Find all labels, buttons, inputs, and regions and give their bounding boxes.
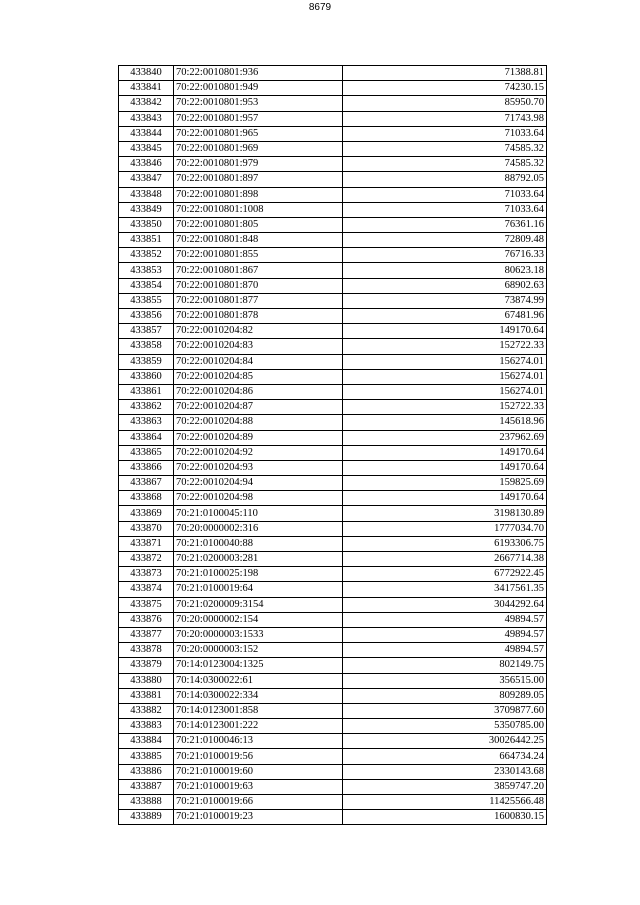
row-id-cell: 433850 (119, 217, 174, 232)
table-row (119, 673, 547, 688)
cadastral-number-cell: 70:21:0200003:281 (174, 552, 343, 567)
cadastral-number-cell: 70:22:0010204:92 (174, 445, 343, 460)
cadastral-number-cell: 70:22:0010801:867 (174, 263, 343, 278)
table-row (119, 703, 547, 718)
row-id-cell: 433855 (119, 293, 174, 308)
cadastral-number-cell: 70:22:0010204:88 (174, 415, 343, 430)
value-cell: 156274.01 (343, 384, 547, 399)
table-row (119, 734, 547, 749)
cadastral-number-cell: 70:21:0100019:66 (174, 795, 343, 810)
table-row (119, 202, 547, 217)
value-cell: 149170.64 (343, 445, 547, 460)
table-row (119, 339, 547, 354)
table-row (119, 688, 547, 703)
cadastral-number-cell: 70:22:0010801:936 (174, 66, 343, 81)
value-cell: 74585.32 (343, 141, 547, 156)
table-row (119, 612, 547, 627)
value-cell: 356515.00 (343, 673, 547, 688)
value-cell: 67481.96 (343, 309, 547, 324)
value-cell: 71033.64 (343, 187, 547, 202)
value-cell: 85950.70 (343, 96, 547, 111)
row-id-cell: 433853 (119, 263, 174, 278)
row-id-cell: 433866 (119, 460, 174, 475)
cadastral-number-cell: 70:22:0010801:953 (174, 96, 343, 111)
value-cell: 2330143.68 (343, 764, 547, 779)
cadastral-number-cell: 70:20:0000002:316 (174, 521, 343, 536)
row-id-cell: 433856 (119, 309, 174, 324)
value-cell: 145618.96 (343, 415, 547, 430)
cadastral-number-cell: 70:14:0300022:61 (174, 673, 343, 688)
row-id-cell: 433875 (119, 597, 174, 612)
table-row (119, 126, 547, 141)
value-cell: 72809.48 (343, 233, 547, 248)
row-id-cell: 433872 (119, 552, 174, 567)
value-cell: 11425566.48 (343, 795, 547, 810)
cadastral-number-cell: 70:21:0100025:198 (174, 567, 343, 582)
row-id-cell: 433844 (119, 126, 174, 141)
row-id-cell: 433888 (119, 795, 174, 810)
cadastral-number-cell: 70:22:0010801:878 (174, 309, 343, 324)
value-cell: 664734.24 (343, 749, 547, 764)
row-id-cell: 433884 (119, 734, 174, 749)
table-row (119, 81, 547, 96)
row-id-cell: 433863 (119, 415, 174, 430)
row-id-cell: 433882 (119, 703, 174, 718)
cadastral-number-cell: 70:22:0010204:94 (174, 476, 343, 491)
table-row (119, 217, 547, 232)
value-cell: 74230.15 (343, 81, 547, 96)
cadastral-number-cell: 70:20:0000002:154 (174, 612, 343, 627)
table-row (119, 521, 547, 536)
cadastral-number-cell: 70:22:0010204:85 (174, 369, 343, 384)
row-id-cell: 433877 (119, 627, 174, 642)
row-id-cell: 433879 (119, 658, 174, 673)
row-id-cell: 433869 (119, 506, 174, 521)
value-cell: 809289.05 (343, 688, 547, 703)
cadastral-number-cell: 70:20:0000003:152 (174, 643, 343, 658)
cadastral-number-cell: 70:22:0010204:82 (174, 324, 343, 339)
value-cell: 152722.33 (343, 400, 547, 415)
table-row (119, 627, 547, 642)
cadastral-number-cell: 70:22:0010801:805 (174, 217, 343, 232)
cadastral-number-cell: 70:22:0010204:93 (174, 460, 343, 475)
value-cell: 5350785.00 (343, 719, 547, 734)
value-cell: 149170.64 (343, 491, 547, 506)
row-id-cell: 433887 (119, 779, 174, 794)
cadastral-number-cell: 70:22:0010204:84 (174, 354, 343, 369)
row-id-cell: 433876 (119, 612, 174, 627)
table-row (119, 233, 547, 248)
cadastral-number-cell: 70:22:0010801:898 (174, 187, 343, 202)
table-row (119, 263, 547, 278)
table-row (119, 658, 547, 673)
row-id-cell: 433849 (119, 202, 174, 217)
value-cell: 80623.18 (343, 263, 547, 278)
value-cell: 237962.69 (343, 430, 547, 445)
cadastral-number-cell: 70:22:0010204:87 (174, 400, 343, 415)
value-cell: 6193306.75 (343, 536, 547, 551)
row-id-cell: 433842 (119, 96, 174, 111)
table-row (119, 187, 547, 202)
cadastral-number-cell: 70:14:0123001:222 (174, 719, 343, 734)
table-row (119, 597, 547, 612)
row-id-cell: 433885 (119, 749, 174, 764)
cadastral-number-cell: 70:22:0010801:965 (174, 126, 343, 141)
table-row (119, 400, 547, 415)
value-cell: 73874.99 (343, 293, 547, 308)
row-id-cell: 433851 (119, 233, 174, 248)
table-row (119, 643, 547, 658)
value-cell: 74585.32 (343, 157, 547, 172)
value-cell: 3198130.89 (343, 506, 547, 521)
value-cell: 49894.57 (343, 612, 547, 627)
value-cell: 49894.57 (343, 643, 547, 658)
value-cell: 71743.98 (343, 111, 547, 126)
cadastral-number-cell: 70:22:0010801:1008 (174, 202, 343, 217)
row-id-cell: 433862 (119, 400, 174, 415)
value-cell: 802149.75 (343, 658, 547, 673)
cadastral-value-table (118, 65, 547, 825)
cadastral-number-cell: 70:21:0100040:88 (174, 536, 343, 551)
table-row (119, 415, 547, 430)
row-id-cell: 433858 (119, 339, 174, 354)
table-row (119, 141, 547, 156)
value-cell: 30026442.25 (343, 734, 547, 749)
value-cell: 156274.01 (343, 369, 547, 384)
value-cell: 159825.69 (343, 476, 547, 491)
table-row (119, 157, 547, 172)
table-row (119, 309, 547, 324)
table-row (119, 567, 547, 582)
value-cell: 71388.81 (343, 66, 547, 81)
cadastral-number-cell: 70:21:0200009:3154 (174, 597, 343, 612)
cadastral-number-cell: 70:22:0010204:83 (174, 339, 343, 354)
value-cell: 68902.63 (343, 278, 547, 293)
table-body (119, 66, 547, 825)
table-row (119, 764, 547, 779)
cadastral-number-cell: 70:14:0123001:858 (174, 703, 343, 718)
table-row (119, 795, 547, 810)
table-row (119, 445, 547, 460)
table-row (119, 719, 547, 734)
cadastral-number-cell: 70:22:0010801:877 (174, 293, 343, 308)
table-row (119, 460, 547, 475)
value-cell: 3417561.35 (343, 582, 547, 597)
page-number: 8679 (308, 2, 332, 13)
table-row (119, 172, 547, 187)
cadastral-number-cell: 70:22:0010801:957 (174, 111, 343, 126)
table-row (119, 749, 547, 764)
table-row (119, 491, 547, 506)
cadastral-number-cell: 70:22:0010204:86 (174, 384, 343, 399)
value-cell: 6772922.45 (343, 567, 547, 582)
row-id-cell: 433847 (119, 172, 174, 187)
value-cell: 71033.64 (343, 202, 547, 217)
value-cell: 3044292.64 (343, 597, 547, 612)
value-cell: 88792.05 (343, 172, 547, 187)
row-id-cell: 433870 (119, 521, 174, 536)
row-id-cell: 433861 (119, 384, 174, 399)
value-cell: 2667714.38 (343, 552, 547, 567)
value-cell: 1600830.15 (343, 810, 547, 825)
cadastral-number-cell: 70:22:0010801:897 (174, 172, 343, 187)
cadastral-number-cell: 70:21:0100019:23 (174, 810, 343, 825)
value-cell: 3709877.60 (343, 703, 547, 718)
row-id-cell: 433860 (119, 369, 174, 384)
value-cell: 152722.33 (343, 339, 547, 354)
cadastral-number-cell: 70:21:0100019:64 (174, 582, 343, 597)
cadastral-number-cell: 70:22:0010801:949 (174, 81, 343, 96)
table-row (119, 66, 547, 81)
row-id-cell: 433889 (119, 810, 174, 825)
table-row (119, 354, 547, 369)
cadastral-number-cell: 70:22:0010801:870 (174, 278, 343, 293)
table-row (119, 384, 547, 399)
row-id-cell: 433857 (119, 324, 174, 339)
cadastral-number-cell: 70:14:0123004:1325 (174, 658, 343, 673)
table-row (119, 324, 547, 339)
value-cell: 3859747.20 (343, 779, 547, 794)
cadastral-number-cell: 70:21:0100045:110 (174, 506, 343, 521)
cadastral-number-cell: 70:22:0010801:848 (174, 233, 343, 248)
cadastral-number-cell: 70:20:0000003:1533 (174, 627, 343, 642)
cadastral-number-cell: 70:22:0010801:969 (174, 141, 343, 156)
cadastral-number-cell: 70:22:0010204:89 (174, 430, 343, 445)
value-cell: 76716.33 (343, 248, 547, 263)
table-row (119, 248, 547, 263)
table-row (119, 278, 547, 293)
row-id-cell: 433878 (119, 643, 174, 658)
row-id-cell: 433865 (119, 445, 174, 460)
row-id-cell: 433871 (119, 536, 174, 551)
table-row (119, 582, 547, 597)
row-id-cell: 433848 (119, 187, 174, 202)
row-id-cell: 433883 (119, 719, 174, 734)
table-row (119, 111, 547, 126)
table-row (119, 536, 547, 551)
cadastral-number-cell: 70:21:0100019:63 (174, 779, 343, 794)
row-id-cell: 433874 (119, 582, 174, 597)
row-id-cell: 433843 (119, 111, 174, 126)
table-row (119, 96, 547, 111)
table-row (119, 369, 547, 384)
row-id-cell: 433880 (119, 673, 174, 688)
cadastral-number-cell: 70:14:0300022:334 (174, 688, 343, 703)
row-id-cell: 433841 (119, 81, 174, 96)
row-id-cell: 433840 (119, 66, 174, 81)
value-cell: 149170.64 (343, 324, 547, 339)
table-row (119, 430, 547, 445)
table-row (119, 552, 547, 567)
cadastral-number-cell: 70:21:0100046:13 (174, 734, 343, 749)
row-id-cell: 433854 (119, 278, 174, 293)
row-id-cell: 433873 (119, 567, 174, 582)
table-row (119, 779, 547, 794)
value-cell: 76361.16 (343, 217, 547, 232)
value-cell: 156274.01 (343, 354, 547, 369)
table-row (119, 293, 547, 308)
value-cell: 1777034.70 (343, 521, 547, 536)
cadastral-number-cell: 70:22:0010801:855 (174, 248, 343, 263)
row-id-cell: 433864 (119, 430, 174, 445)
row-id-cell: 433846 (119, 157, 174, 172)
table-row (119, 506, 547, 521)
value-cell: 149170.64 (343, 460, 547, 475)
table-row (119, 810, 547, 825)
cadastral-number-cell: 70:21:0100019:60 (174, 764, 343, 779)
cadastral-number-cell: 70:21:0100019:56 (174, 749, 343, 764)
row-id-cell: 433886 (119, 764, 174, 779)
row-id-cell: 433845 (119, 141, 174, 156)
cadastral-number-cell: 70:22:0010204:98 (174, 491, 343, 506)
value-cell: 71033.64 (343, 126, 547, 141)
cadastral-number-cell: 70:22:0010801:979 (174, 157, 343, 172)
table-row (119, 476, 547, 491)
row-id-cell: 433859 (119, 354, 174, 369)
row-id-cell: 433881 (119, 688, 174, 703)
row-id-cell: 433868 (119, 491, 174, 506)
row-id-cell: 433867 (119, 476, 174, 491)
row-id-cell: 433852 (119, 248, 174, 263)
value-cell: 49894.57 (343, 627, 547, 642)
